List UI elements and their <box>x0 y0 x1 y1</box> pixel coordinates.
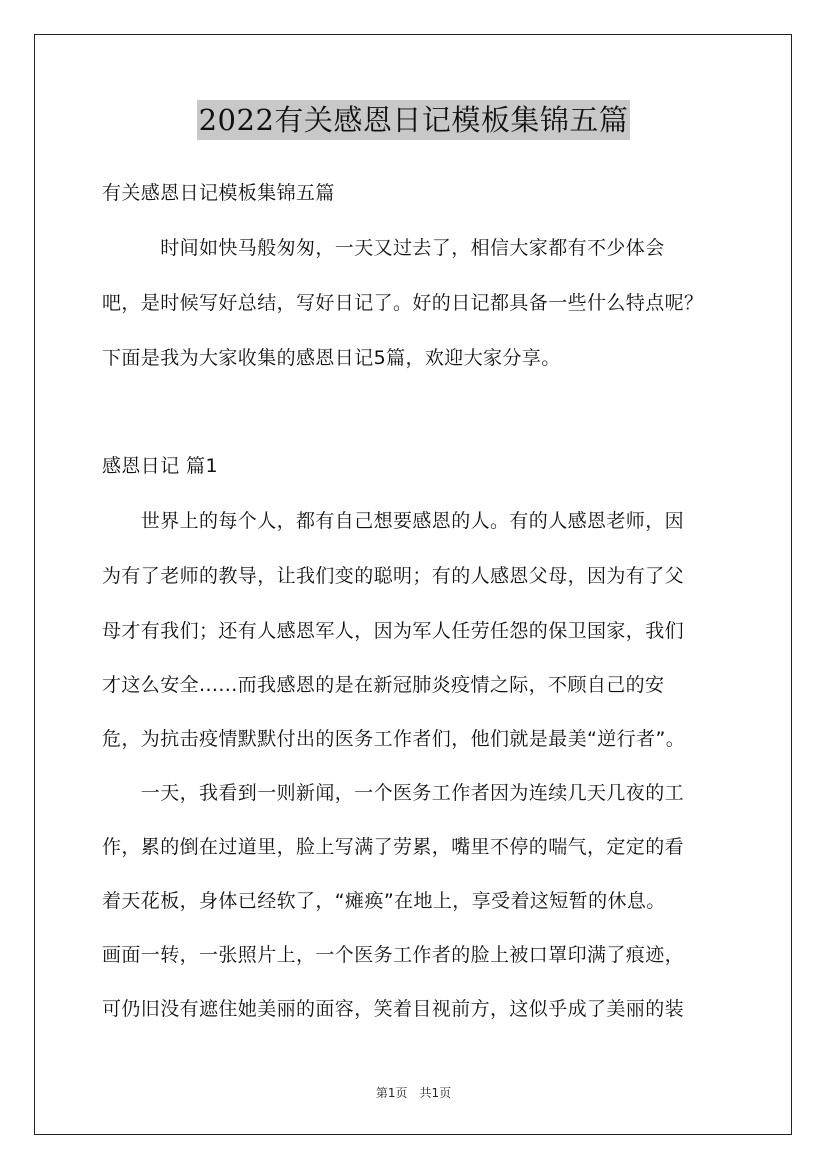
intro-line: 下面是我为大家收集的感恩日记5篇，欢迎大家分享。 <box>102 347 561 369</box>
section-heading: 感恩日记 篇1 <box>102 455 218 477</box>
intro-line: 吧，是时候写好总结，写好日记了。好的日记都具备一些什么特点呢？ <box>102 292 704 314</box>
title-container <box>0 100 827 140</box>
document-subtitle: 有关感恩日记模板集锦五篇 <box>102 182 335 204</box>
paragraph-line: 画面一转，一张照片上，一个医务工作者的脸上被口罩印满了痕迹， <box>102 944 685 966</box>
paragraph-line: 世界上的每个人，都有自己想要感恩的人。有的人感恩老师，因 <box>102 510 685 532</box>
paragraph-line: 才这么安全......而我感恩的是在新冠肺炎疫情之际，不顾自己的安 <box>102 674 665 696</box>
paragraph-line: 一天，我看到一则新闻，一个医务工作者因为连续几天几夜的工 <box>102 782 685 804</box>
paragraph-line: 母才有我们；还有人感恩军人，因为军人任劳任怨的保卫国家，我们 <box>102 620 685 642</box>
paragraph-line: 危，为抗击疫情默默付出的医务工作者们，他们就是最美“逆行者”。 <box>102 728 686 750</box>
paragraph-line: 可仍旧没有遮住她美丽的面容，笑着目视前方，这似乎成了美丽的装 <box>102 998 685 1020</box>
paragraph-line: 着天花板，身体已经软了，“瘫痪”在地上，享受着这短暂的休息。 <box>102 890 666 912</box>
page-footer: 第1页 共1页 <box>375 1086 452 1100</box>
paragraph-line: 为有了老师的教导，让我们变的聪明；有的人感恩父母，因为有了父 <box>102 565 685 587</box>
document-title: 2022有关感恩日记模板集锦五篇 <box>197 100 631 140</box>
paragraph-line: 作，累的倒在过道里，脸上写满了劳累，嘴里不停的喘气，定定的看 <box>102 836 685 858</box>
intro-line: 时间如快马般匆匆，一天又过去了，相信大家都有不少体会 <box>102 237 665 259</box>
